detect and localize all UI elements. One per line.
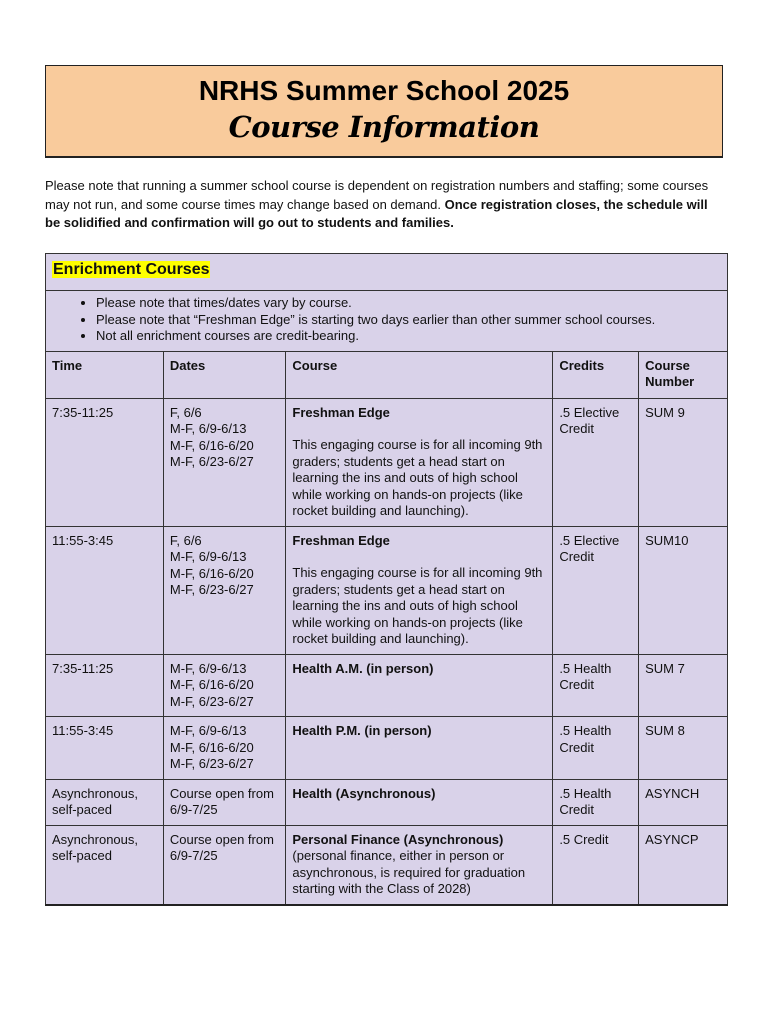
cell-time: 7:35-11:25 <box>46 398 164 526</box>
date-line: M-F, 6/9-6/13 <box>169 421 247 436</box>
date-line: F, 6/6 <box>169 532 202 548</box>
cell-time: Asynchronous, self-paced <box>46 779 164 825</box>
cell-dates <box>163 398 286 526</box>
cell-credits: .5 Elective Credit <box>553 398 639 526</box>
course-description: This engaging course is for all incoming 9th graders; students get a head start on learning the ins and outs of high school while working on hands-on projects (like rocket building and launching). <box>292 565 543 646</box>
page-subtitle: Course Information <box>228 110 540 144</box>
cell-time: 11:55-3:45 <box>46 526 164 654</box>
date-line: M-F, 6/9-6/13 <box>169 660 247 676</box>
cell-dates <box>163 717 286 780</box>
table-row <box>46 825 728 905</box>
cell-dates <box>163 825 286 905</box>
cell-time: 7:35-11:25 <box>46 654 164 717</box>
note-item: • Please note that “Freshman Edge” is starting two days earlier than other summer school courses. <box>96 312 721 329</box>
table-row <box>46 779 728 825</box>
notes-list <box>52 295 721 345</box>
notes-row <box>46 291 728 352</box>
note-item: • Please note that times/dates vary by course. <box>96 295 721 312</box>
cell-credits: .5 Elective Credit <box>553 526 639 654</box>
column-header-course-number: Course Number <box>639 351 728 398</box>
column-header-credits: Credits <box>553 351 639 398</box>
cell-course-number: SUM 9 <box>639 398 728 526</box>
date-line: M-F, 6/16-6/20 <box>169 677 254 692</box>
date-line: F, 6/6 <box>169 404 202 420</box>
table-row <box>46 654 728 717</box>
date-line: M-F, 6/16-6/20 <box>169 739 254 755</box>
course-description: (personal finance, either in person or asynchronous, is required for graduation starting with the Class of 2028) <box>292 848 526 896</box>
page-title: NRHS Summer School 2025 <box>198 75 570 106</box>
cell-time: Asynchronous, self-paced <box>46 825 164 905</box>
course-description: This engaging course is for all incoming 9th graders; students get a head start on learning the ins and outs of high school while working on hands-on projects (like rocket building and launching). <box>292 437 543 518</box>
column-header-course: Course <box>286 351 553 398</box>
notes-cell <box>46 291 728 352</box>
date-line: M-F, 6/9-6/13 <box>169 723 247 738</box>
course-name: Health (Asynchronous) <box>292 785 436 801</box>
cell-course <box>286 526 553 654</box>
course-name: Health A.M. (in person) <box>292 660 434 676</box>
cell-course-number: SUM 8 <box>639 717 728 780</box>
table-row <box>46 526 728 654</box>
cell-course-number: SUM10 <box>639 526 728 654</box>
date-line: M-F, 6/9-6/13 <box>169 549 247 564</box>
date-line: M-F, 6/23-6/27 <box>169 693 254 709</box>
cell-course <box>286 717 553 780</box>
section-header-row <box>46 254 728 291</box>
date-line: M-F, 6/23-6/27 <box>169 582 254 597</box>
column-header-row <box>46 351 728 398</box>
section-title: Enrichment Courses <box>53 261 210 278</box>
cell-credits: .5 Health Credit <box>553 779 639 825</box>
date-line: Course open from 6/9-7/25 <box>169 785 274 817</box>
cell-course-number: SUM 7 <box>639 654 728 717</box>
cell-course <box>286 779 553 825</box>
intro-paragraph <box>45 177 725 233</box>
table-row <box>46 717 728 780</box>
cell-dates <box>163 779 286 825</box>
cell-credits: .5 Health Credit <box>553 717 639 780</box>
table-row <box>46 398 728 526</box>
course-name: Health P.M. (in person) <box>292 723 432 738</box>
date-line: M-F, 6/16-6/20 <box>169 565 254 581</box>
date-line: M-F, 6/23-6/27 <box>169 454 254 469</box>
intro-bold-text: Once registration closes, the schedule will be solidified and confirmation will go out to students and families. <box>45 196 708 230</box>
cell-credits: .5 Health Credit <box>553 654 639 717</box>
section-header-cell <box>46 254 728 291</box>
column-header-time: Time <box>46 351 164 398</box>
header-box <box>45 65 723 158</box>
cell-dates <box>163 526 286 654</box>
cell-dates <box>163 654 286 717</box>
cell-course <box>286 654 553 717</box>
cell-course <box>286 825 553 905</box>
column-header-dates: Dates <box>163 351 286 398</box>
course-name: Freshman Edge <box>292 532 390 548</box>
cell-course <box>286 398 553 526</box>
date-line: Course open from 6/9-7/25 <box>169 831 274 863</box>
note-item: • Not all enrichment courses are credit-bearing. <box>96 328 721 345</box>
enrichment-table <box>45 253 728 906</box>
date-line: M-F, 6/23-6/27 <box>169 756 254 771</box>
date-line: M-F, 6/16-6/20 <box>169 437 254 453</box>
cell-course-number: ASYNCH <box>639 779 728 825</box>
cell-time: 11:55-3:45 <box>46 717 164 780</box>
course-name: Freshman Edge <box>292 404 390 420</box>
cell-credits: .5 Credit <box>553 825 639 905</box>
course-name: Personal Finance (Asynchronous) <box>292 831 504 847</box>
intro-text: Please note that running a summer school course is dependent on registration numbers and staffing; some courses may not run, and some course times may change based on demand. <box>45 178 709 212</box>
cell-course-number: ASYNCP <box>639 825 728 905</box>
